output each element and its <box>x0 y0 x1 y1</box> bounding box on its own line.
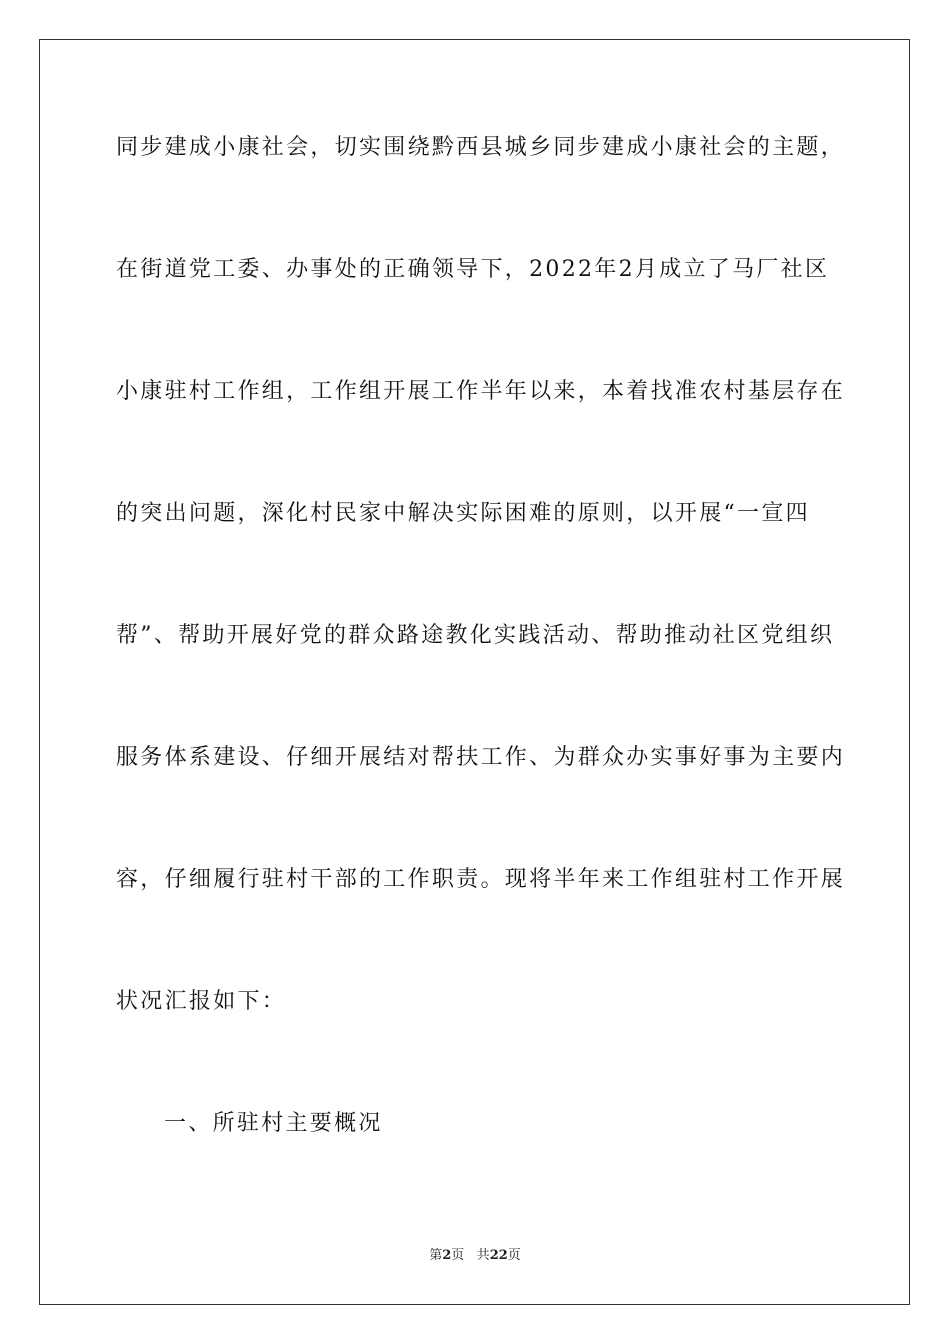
footer-page-suffix: 页 <box>451 1248 465 1263</box>
document-body <box>116 126 846 1224</box>
paragraph-line-6: 服务体系建设、仔细开展结对帮扶工作、为群众办实事好事为主要内 <box>116 745 846 770</box>
page-footer <box>0 1247 950 1265</box>
footer-page-prefix: 第 <box>429 1248 443 1263</box>
paragraph-line-4: 的突出问题，深化村民家中解决实际困难的原则，以开展“一宣四 <box>116 501 810 526</box>
paragraph-line-2: 在街道党工委、办事处的正确领导下，2022年2月成立了马厂社区 <box>116 257 830 282</box>
footer-page-number: 2 <box>442 1248 452 1263</box>
section-heading: 一、所驻村主要概况 <box>164 1111 383 1136</box>
footer-total-suffix: 页 <box>507 1248 521 1263</box>
paragraph-line-8: 状况汇报如下： <box>116 989 287 1014</box>
footer-total-prefix: 共 <box>476 1248 490 1263</box>
paragraph-line-1: 同步建成小康社会，切实围绕黔西县城乡同步建成小康社会的主题， <box>116 135 846 160</box>
paragraph-line-3: 小康驻村工作组，工作组开展工作半年以来，本着找准农村基层存在 <box>116 379 846 404</box>
footer-total-pages: 22 <box>489 1248 508 1263</box>
paragraph-line-5: 帮”、帮助开展好党的群众路途教化实践活动、帮助推动社区党组织 <box>116 623 835 648</box>
paragraph-line-7: 容，仔细履行驻村干部的工作职责。现将半年来工作组驻村工作开展 <box>116 867 846 892</box>
